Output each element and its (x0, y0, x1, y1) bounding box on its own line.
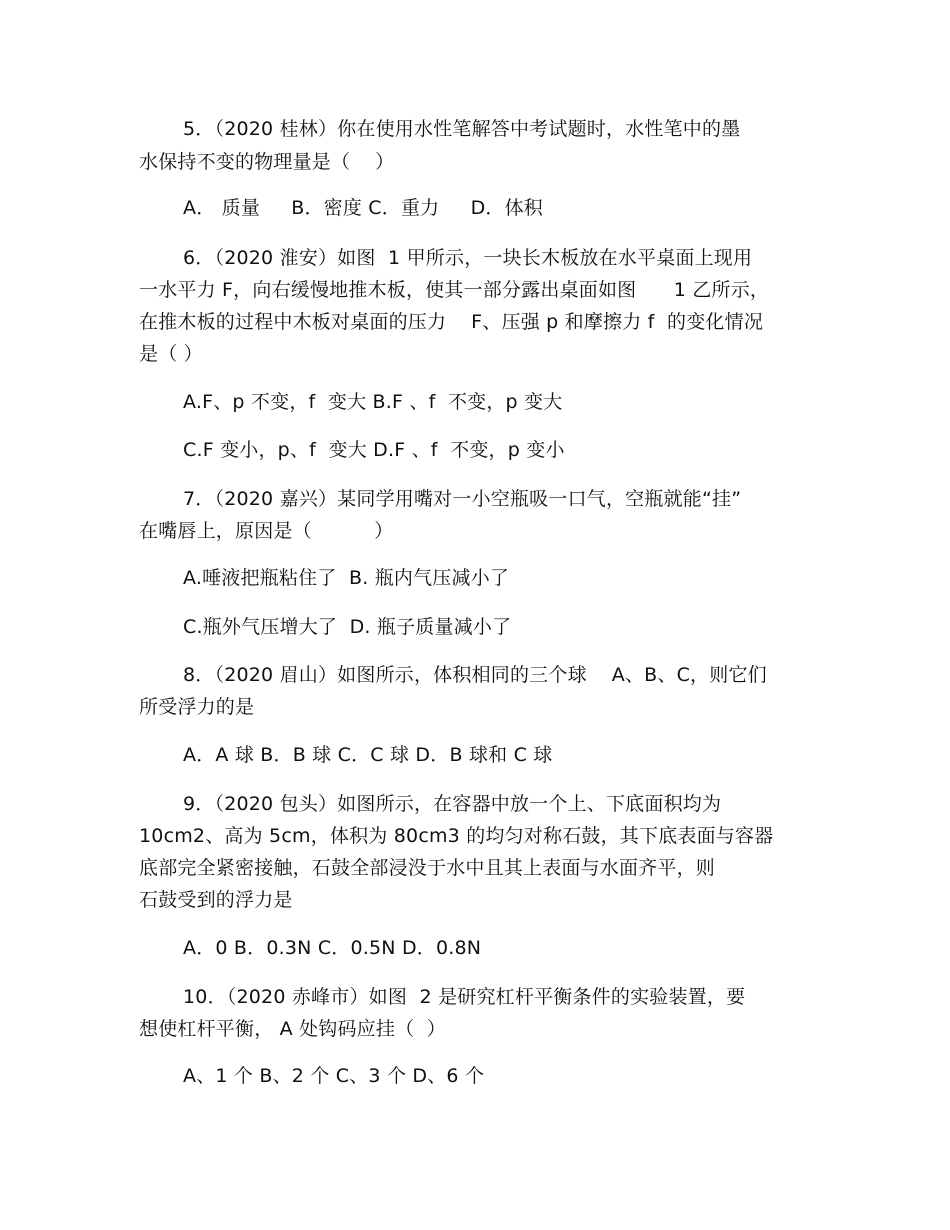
q5-options-line-1: A． 质量 B．密度 C．重力 D．体积 (183, 197, 544, 219)
q10-stem-line-1: 10．（2020 赤峰市）如图 2 是研究杠杆平衡条件的实验装置，要 (183, 986, 746, 1008)
q8-options-line-1: A．A 球 B．B 球 C．C 球 D．B 球和 C 球 (183, 744, 553, 766)
q6-options-line-2: C.F 变小，p、f 变大 D.F 、f 不变，p 变小 (183, 439, 565, 461)
q9-stem-line-2: 10cm2、高为 5cm，体积为 80cm3 的均匀对称石鼓，其下底表面与容器 (139, 825, 774, 847)
q6-stem-line-4: 是（ ） (139, 343, 203, 365)
q6-stem-line-2: 一水平力 F，向右缓慢地推木板，使其一部分露出桌面如图 1 乙所示， (139, 279, 770, 301)
q6-stem-line-3: 在推木板的过程中木板对桌面的压力 F、压强 p 和摩擦力 f 的变化情况 (139, 311, 764, 333)
q6-stem-line-1: 6．（2020 淮安）如图 1 甲所示，一块长木板放在水平桌面上现用 (183, 247, 753, 269)
q5-stem-line-2: 水保持不变的物理量是（ ） (139, 151, 395, 173)
q8-stem-line-2: 所受浮力的是 (139, 696, 255, 718)
q7-stem-line-1: 7．（2020 嘉兴）某同学用嘴对一小空瓶吸一口气，空瓶就能“挂” (183, 488, 742, 510)
q6-options-line-1: A.F、p 不变，f 变大 B.F 、f 不变，p 变大 (183, 391, 563, 413)
q9-stem-line-4: 石鼓受到的浮力是 (139, 889, 293, 911)
q10-options-line-1: A、1 个 B、2 个 C、3 个 D、6 个 (183, 1065, 485, 1087)
q7-stem-line-2: 在嘴唇上，原因是（ ） (139, 520, 394, 542)
q8-stem-line-1: 8．（2020 眉山）如图所示，体积相同的三个球 A、B、C，则它们 (183, 664, 767, 686)
q5-stem-line-1: 5．（2020 桂林）你在使用水性笔解答中考试题时，水性笔中的墨 (183, 118, 741, 140)
q7-options-line-2: C.瓶外气压增大了 D. 瓶子质量减小了 (183, 616, 512, 638)
q9-stem-line-3: 底部完全紧密接触，石鼓全部浸没于水中且其上表面与水面齐平，则 (139, 857, 716, 879)
q7-options-line-1: A.唾液把瓶粘住了 B. 瓶内气压减小了 (183, 567, 510, 589)
q10-stem-line-2: 想使杠杆平衡， A 处钩码应挂（ ） (139, 1018, 446, 1040)
q9-options-line-1: A．0 B．0.3N C．0.5N D．0.8N (183, 937, 482, 959)
q9-stem-line-1: 9．（2020 包头）如图所示，在容器中放一个上、下底面积均为 (183, 793, 722, 815)
